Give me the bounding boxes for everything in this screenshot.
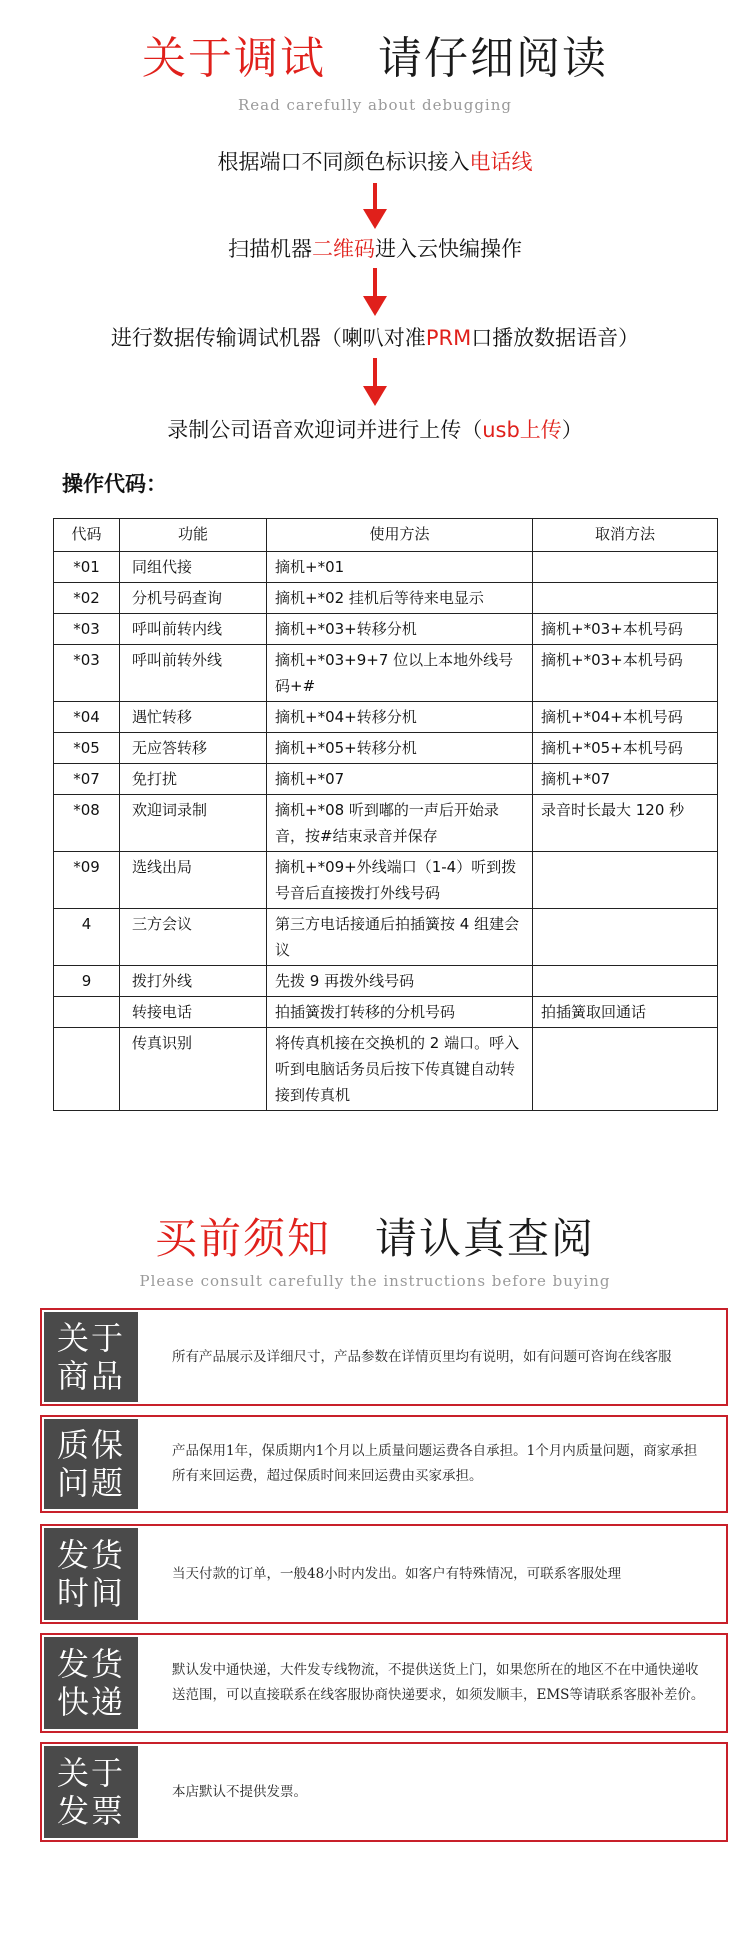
badge-line-2: 问题 bbox=[56, 1464, 125, 1502]
cell-function: 同组代接 bbox=[120, 552, 267, 583]
table-row bbox=[54, 702, 718, 733]
cell-code: *03 bbox=[54, 645, 120, 702]
table-row bbox=[54, 614, 718, 645]
header-code: 代码 bbox=[54, 519, 120, 552]
cell-function: 拨打外线 bbox=[120, 966, 267, 997]
header-usage: 使用方法 bbox=[267, 519, 533, 552]
cell-usage: 摘机+*02 挂机后等待来电显示 bbox=[267, 583, 533, 614]
step-3-text-after: 口播放数据语音） bbox=[471, 326, 640, 350]
cell-function: 遇忙转移 bbox=[120, 702, 267, 733]
badge-line-2: 商品 bbox=[56, 1357, 125, 1395]
cell-cancel bbox=[533, 909, 718, 966]
cell-cancel: 摘机+*05+本机号码 bbox=[533, 733, 718, 764]
step-2-text-after: 进入云快编操作 bbox=[375, 237, 522, 261]
cell-usage: 摘机+*08 听到嘟的一声后开始录音，按#结束录音并保存 bbox=[267, 795, 533, 852]
cell-cancel bbox=[533, 552, 718, 583]
notice-text: 当天付款的订单，一般48小时内发出。如客户有特殊情况，可联系客服处理 bbox=[172, 1565, 622, 1582]
badge-line-1: 关于 bbox=[56, 1754, 125, 1792]
step-4-highlight: usb上传 bbox=[482, 418, 562, 442]
ops-table bbox=[53, 518, 718, 1111]
cell-usage: 摘机+*03+9+7 位以上本地外线号码+# bbox=[267, 645, 533, 702]
cell-cancel: 录音时长最大 120 秒 bbox=[533, 795, 718, 852]
step-1-text: 根据端口不同颜色标识接入 bbox=[217, 150, 470, 174]
notice-item-invoice bbox=[40, 1742, 728, 1842]
cell-function: 选线出局 bbox=[120, 852, 267, 909]
notice-badge bbox=[44, 1419, 138, 1509]
badge-line-1: 质保 bbox=[56, 1426, 125, 1464]
cell-usage: 摘机+*03+转移分机 bbox=[267, 614, 533, 645]
cell-cancel: 摘机+*03+本机号码 bbox=[533, 645, 718, 702]
debug-title-red: 关于调试 bbox=[142, 33, 326, 84]
notice-subtitle: Please consult carefully the instructions before buying bbox=[139, 1272, 611, 1290]
notice-text: 所有产品展示及详细尺寸，产品参数在详情页里均有说明，如有问题可咨询在线客服 bbox=[172, 1348, 672, 1365]
notice-title-red: 买前须知 bbox=[154, 1214, 331, 1263]
badge-line-2: 发票 bbox=[56, 1792, 125, 1830]
table-row bbox=[54, 852, 718, 909]
notice-text: 产品保用1年，保质期内1个月以上质量问题运费各自承担。1个月内质量问题，商家承担所有来回运费，超过保质时间来回运费由买家承担。 bbox=[172, 1443, 698, 1484]
step-4-text-after: ） bbox=[561, 418, 583, 442]
cell-usage: 摘机+*04+转移分机 bbox=[267, 702, 533, 733]
cell-cancel: 摘机+*07 bbox=[533, 764, 718, 795]
notice-badge bbox=[44, 1637, 138, 1729]
arrow-down-icon bbox=[365, 183, 385, 229]
cell-code: 9 bbox=[54, 966, 120, 997]
table-row bbox=[54, 733, 718, 764]
cell-usage: 摘机+*09+外线端口（1-4）听到拨号音后直接拨打外线号码 bbox=[267, 852, 533, 909]
cell-function: 呼叫前转内线 bbox=[120, 614, 267, 645]
step-4 bbox=[0, 414, 750, 444]
cell-function: 呼叫前转外线 bbox=[120, 645, 267, 702]
table-row bbox=[54, 583, 718, 614]
cell-code: *03 bbox=[54, 614, 120, 645]
notice-text: 本店默认不提供发票。 bbox=[172, 1783, 307, 1800]
cell-code: *02 bbox=[54, 583, 120, 614]
badge-line-1: 关于 bbox=[56, 1319, 125, 1357]
cell-cancel bbox=[533, 852, 718, 909]
notice-badge bbox=[44, 1746, 138, 1838]
cell-usage: 拍插簧拨打转移的分机号码 bbox=[267, 997, 533, 1028]
cell-code: *04 bbox=[54, 702, 120, 733]
table-row bbox=[54, 1028, 718, 1111]
cell-usage: 摘机+*01 bbox=[267, 552, 533, 583]
header-cancel: 取消方法 bbox=[533, 519, 718, 552]
table-row bbox=[54, 909, 718, 966]
step-3-highlight: PRM bbox=[425, 326, 472, 350]
cell-cancel bbox=[533, 966, 718, 997]
cell-usage: 摘机+*07 bbox=[267, 764, 533, 795]
table-header-row bbox=[54, 519, 718, 552]
cell-function: 欢迎词录制 bbox=[120, 795, 267, 852]
cell-code bbox=[54, 1028, 120, 1111]
cell-code: *01 bbox=[54, 552, 120, 583]
debug-subtitle: Read carefully about debugging bbox=[238, 96, 512, 114]
cell-cancel: 摘机+*04+本机号码 bbox=[533, 702, 718, 733]
cell-code: *09 bbox=[54, 852, 120, 909]
table-row bbox=[54, 966, 718, 997]
debug-title bbox=[0, 22, 750, 86]
step-2-text: 扫描机器 bbox=[228, 237, 312, 261]
cell-usage: 将传真机接在交换机的 2 端口。呼入听到电脑话务员后按下传真键自动转接到传真机 bbox=[267, 1028, 533, 1111]
ops-title: 操作代码： bbox=[62, 472, 167, 496]
debug-title-dark: 请仔细阅读 bbox=[378, 33, 608, 84]
cell-code bbox=[54, 997, 120, 1028]
cell-cancel bbox=[533, 583, 718, 614]
notice-title-dark: 请认真查阅 bbox=[375, 1214, 596, 1263]
step-2-highlight: 二维码 bbox=[312, 237, 375, 261]
cell-code: *08 bbox=[54, 795, 120, 852]
badge-line-2: 时间 bbox=[56, 1574, 125, 1612]
badge-line-1: 发货 bbox=[56, 1645, 125, 1683]
notice-item-courier bbox=[40, 1633, 728, 1733]
cell-usage: 第三方电话接通后拍插簧按 4 组建会议 bbox=[267, 909, 533, 966]
table-row bbox=[54, 764, 718, 795]
badge-line-2: 快递 bbox=[56, 1683, 125, 1721]
cell-usage: 摘机+*05+转移分机 bbox=[267, 733, 533, 764]
cell-cancel: 拍插簧取回通话 bbox=[533, 997, 718, 1028]
cell-function: 分机号码查询 bbox=[120, 583, 267, 614]
notice-title bbox=[0, 1206, 750, 1266]
notice-item-warranty bbox=[40, 1415, 728, 1513]
cell-function: 无应答转移 bbox=[120, 733, 267, 764]
cell-code: *07 bbox=[54, 764, 120, 795]
header-function: 功能 bbox=[120, 519, 267, 552]
cell-function: 三方会议 bbox=[120, 909, 267, 966]
table-row bbox=[54, 795, 718, 852]
cell-function: 转接电话 bbox=[120, 997, 267, 1028]
cell-function: 传真识别 bbox=[120, 1028, 267, 1111]
cell-code: *05 bbox=[54, 733, 120, 764]
step-3-text: 进行数据传输调试机器（喇叭对准 bbox=[110, 326, 426, 350]
step-4-text: 录制公司语音欢迎词并进行上传（ bbox=[167, 418, 483, 442]
cell-cancel bbox=[533, 1028, 718, 1111]
badge-line-1: 发货 bbox=[56, 1536, 125, 1574]
notice-badge bbox=[44, 1528, 138, 1620]
step-1 bbox=[0, 146, 750, 176]
notice-item-product bbox=[40, 1308, 728, 1406]
cell-cancel: 摘机+*03+本机号码 bbox=[533, 614, 718, 645]
notice-text: 默认发中通快递，大件发专线物流，不提供送货上门，如果您所在的地区不在中通快递收送范围，可以直接联系在线客服协商快递要求，如须发顺丰，EMS等请联系客服补差价。 bbox=[172, 1662, 705, 1703]
arrow-down-icon bbox=[365, 358, 385, 406]
notice-item-shipping-time bbox=[40, 1524, 728, 1624]
table-row bbox=[54, 997, 718, 1028]
cell-code: 4 bbox=[54, 909, 120, 966]
arrow-down-icon bbox=[365, 268, 385, 316]
table-row bbox=[54, 552, 718, 583]
step-1-highlight: 电话线 bbox=[469, 150, 533, 174]
cell-usage: 先拨 9 再拨外线号码 bbox=[267, 966, 533, 997]
step-2 bbox=[0, 233, 750, 263]
step-3 bbox=[0, 322, 750, 352]
notice-badge bbox=[44, 1312, 138, 1402]
cell-function: 免打扰 bbox=[120, 764, 267, 795]
table-row bbox=[54, 645, 718, 702]
